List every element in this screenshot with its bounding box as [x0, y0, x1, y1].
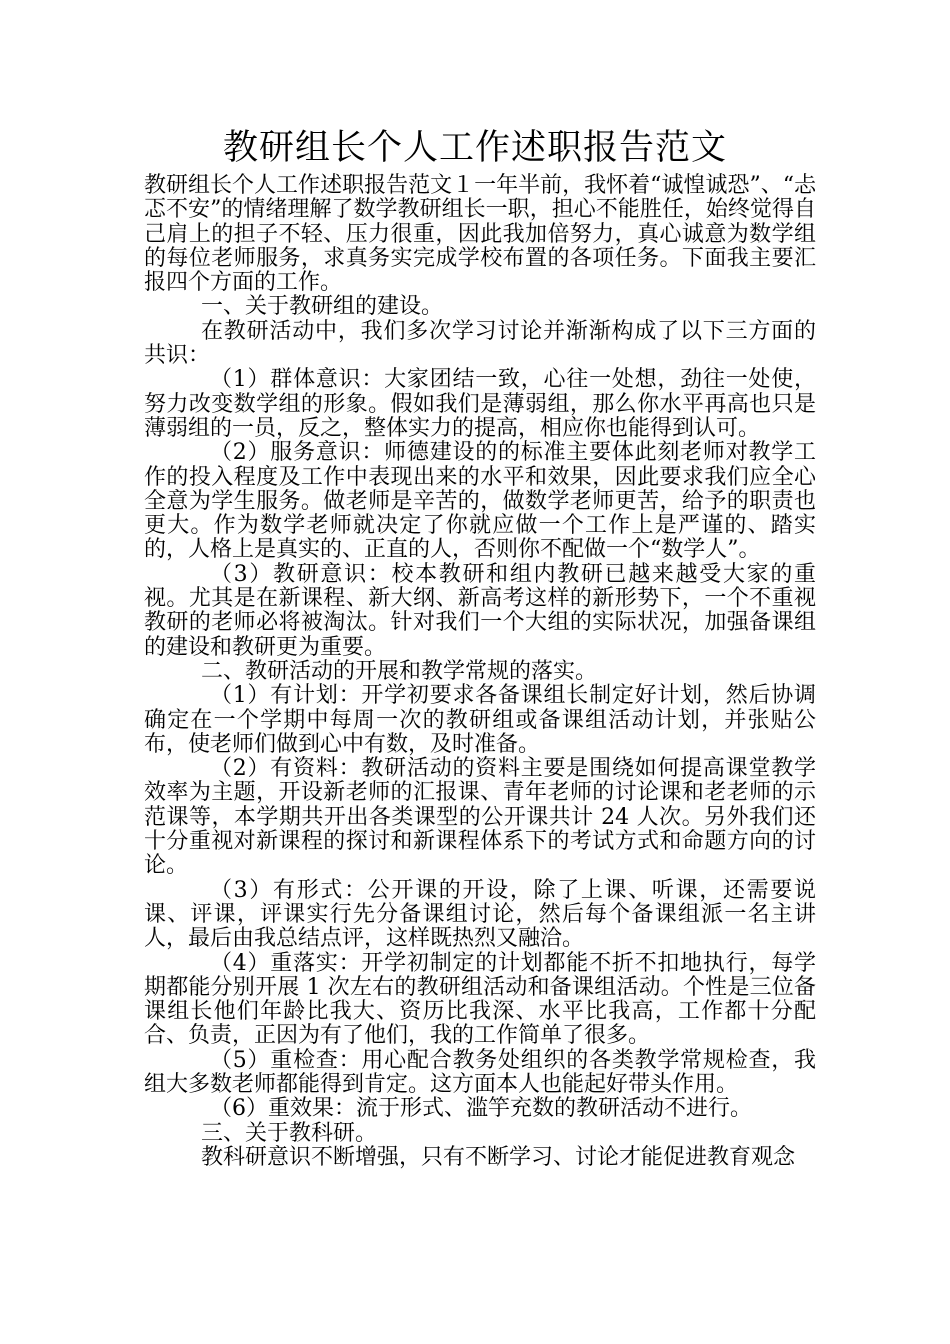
intro-paragraph: 教研组长个人工作述职报告范文１一年半前，我怀着“诚惶诚恐”、“忐忑不安”的情绪理解了数学教研组长一职，担心不能胜任，始终觉得自己肩上的担子不轻、压力很重，因此我加倍努力，真心诚意为数学组的每位老师服务，求真务实完成学校布置的各项任务。下面我主要汇报四个方面的工作。	[144, 173, 816, 296]
section-heading-1: 一、关于教研组的建设。	[201, 294, 444, 320]
list-item: （6）重效果：流于形式、滥竽充数的教研活动不进行。	[210, 1096, 752, 1122]
list-item: （1）有计划：开学初要求各备课组长制定好计划，然后协调确定在一个学期中每周一次的教研组或备课组活动计划，并张贴公布，使老师们做到心中有数，及时准备。	[144, 683, 816, 757]
document-body	[144, 174, 816, 1170]
paragraph: 在教研活动中，我们多次学习讨论并渐渐构成了以下三方面的共识：	[144, 318, 816, 369]
list-item: （3）有形式：公开课的开设，除了上课、听课，还需要说课、评课，评课实行先分备课组讨论，然后每个备课组派一名主讲人，最后由我总结点评，这样既热烈又融洽。	[144, 877, 816, 952]
list-item: （4）重落实：开学初制定的计划都能不折不扣地执行，每学期都能分别开展 1 次左右的教研组活动和备课组活动。个性是三位备课组长他们年龄比我大、资历比我深、水平比我高，工作都十分配合、负责，正因为有了他们，我的工作简单了很多。	[144, 950, 816, 1049]
section-heading-3: 三、关于教科研。	[201, 1120, 378, 1146]
section-heading-2: 二、教研活动的开展和教学常规的落实。	[201, 658, 598, 684]
list-item: （5）重检查：用心配合教务处组织的各类教学常规检查，我组大多数老师都能得到肯定。这方面本人也能起好带头作用。	[144, 1047, 816, 1097]
document-title: 教研组长个人工作述职报告范文	[222, 128, 727, 168]
list-item: （2）有资料：教研活动的资料主要是围绕如何提高课堂教学效率为主题，开设新老师的汇报课、青年老师的讨论课和老老师的示范课等，本学期共开出各类课型的公开课共计 24 人次。另外我们还十分重视对新课程的探讨和新课程体系下的考试方式和命题方向的讨论。	[144, 756, 816, 879]
list-item: （1）群体意识：大家团结一致，心往一处想，劲往一处使，努力改变数学组的形象。假如我们是薄弱组，那么你水平再高也只是薄弱组的一员，反之，整体实力的提高，相应你也能得到认可。	[144, 367, 816, 441]
paragraph: 教科研意识不断增强，只有不断学习、讨论才能促进教育观念	[201, 1144, 796, 1170]
list-item: （2）服务意识：师德建设的的标准主要体此刻老师对教学工作的投入程度及工作中表现出来的水平和效果，因此要求我们应全心全意为学生服务。做老师是辛苦的，做数学老师更苦，给予的职责也更大。作为数学老师就决定了你就应做一个工作上是严谨的、踏实的，人格上是真实的、正直的人，否则你不配做一个“数学人”。	[144, 440, 816, 563]
list-item: （3）教研意识：校本教研和组内教研已越来越受大家的重视。尤其是在新课程、新大纲、新高考这样的新形势下，一个不重视教研的老师必将被淘汰。针对我们一个大组的实际状况，加强备课组的建设和教研更为重要。	[144, 561, 816, 660]
